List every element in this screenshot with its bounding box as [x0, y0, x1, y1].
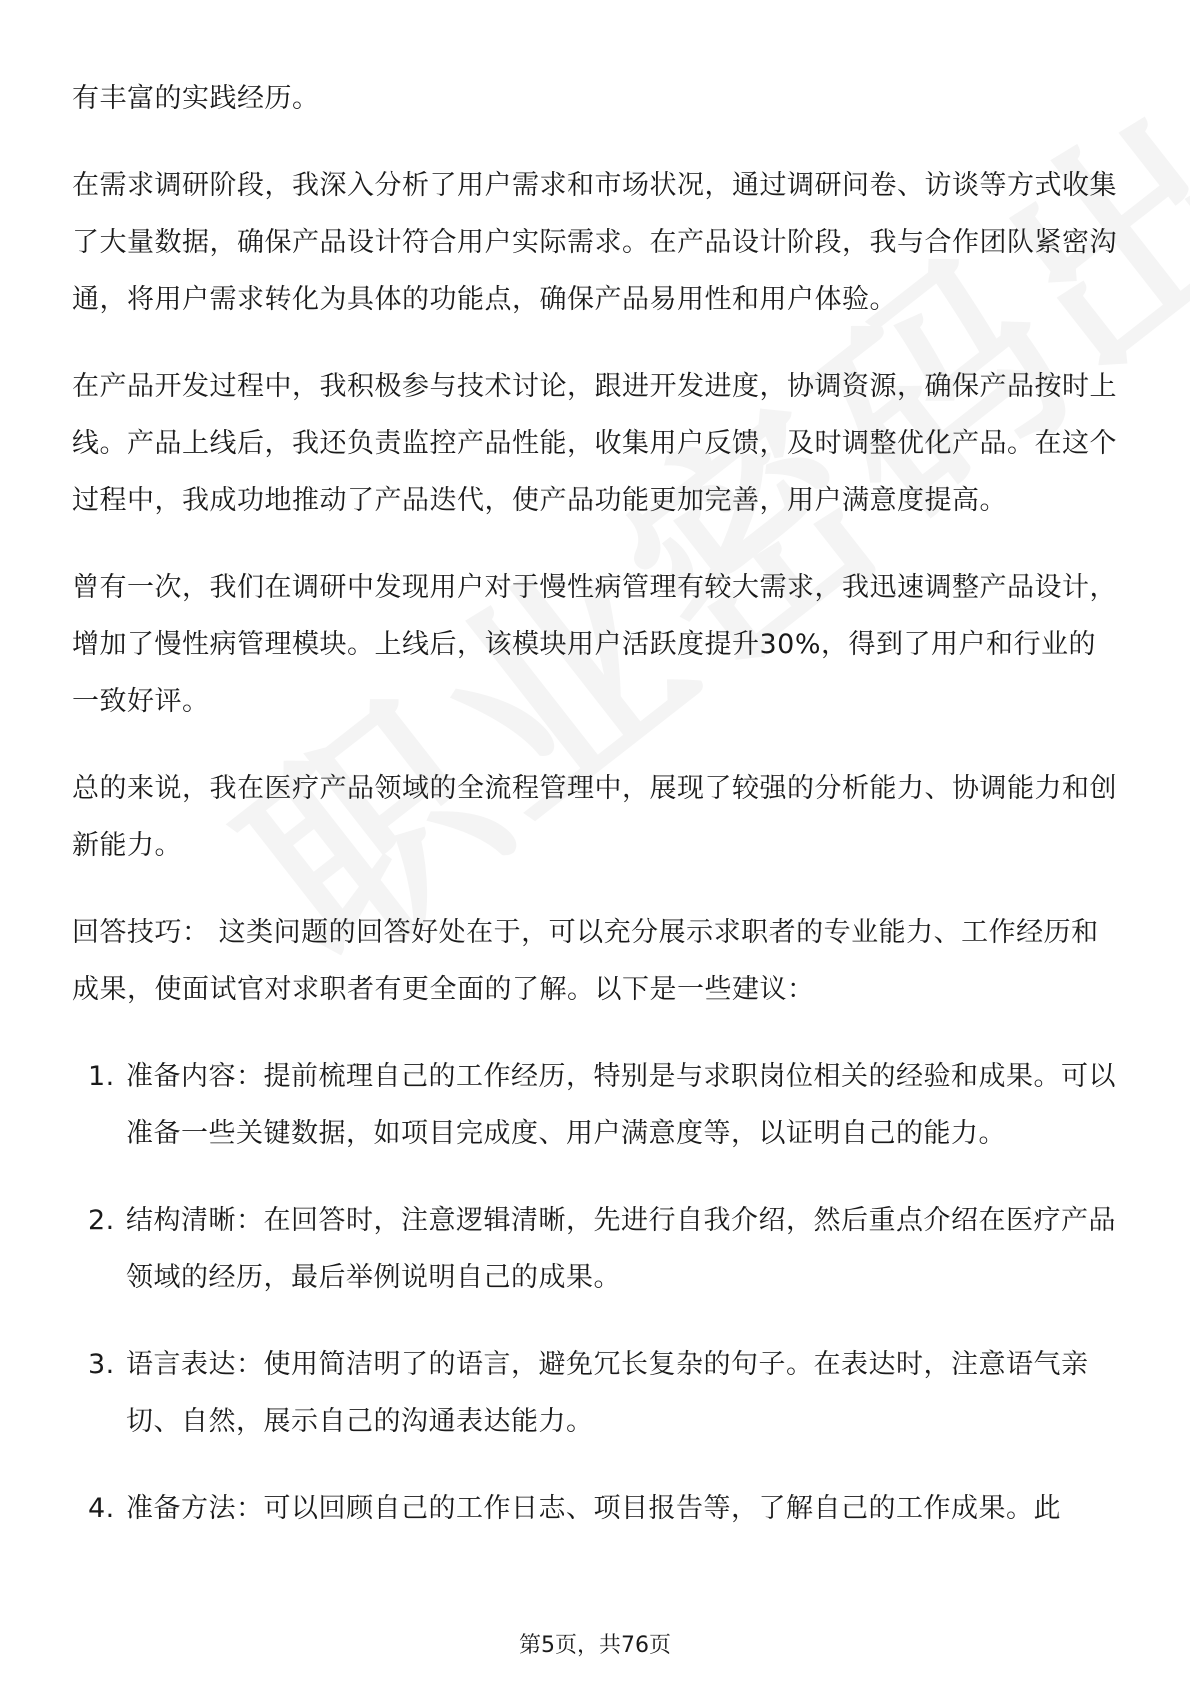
- paragraph-2: 在需求调研阶段，我深入分析了用户需求和市场状况，通过调研问卷、访谈等方式收集了大量数据，确保产品设计符合用户实际需求。在产品设计阶段，我与合作团队紧密沟通，将用户需求转化为具体的功能点，确保产品易用性和用户体验。: [72, 170, 1117, 315]
- list-item: [72, 1192, 1122, 1306]
- list-item-text: 准备方法：可以回顾自己的工作日志、项目报告等，了解自己的工作成果。此: [126, 1493, 1061, 1524]
- paragraph-6: 回答技巧： 这类问题的回答好处在于，可以充分展示求职者的专业能力、工作经历和成果，使面试官对求职者有更全面的了解。以下是一些建议：: [72, 917, 1099, 1005]
- page-footer: 第5页，共76页: [519, 1633, 671, 1658]
- list-item-text: 准备内容：提前梳理自己的工作经历，特别是与求职岗位相关的经验和成果。可以准备一些关键数据，如项目完成度、用户满意度等，以证明自己的能力。: [126, 1061, 1116, 1149]
- paragraph-3: 在产品开发过程中，我积极参与技术讨论，跟进开发进度，协调资源，确保产品按时上线。产品上线后，我还负责监控产品性能，收集用户反馈，及时调整优化产品。在这个过程中，我成功地推动了产品迭代，使产品功能更加完善，用户满意度提高。: [72, 371, 1117, 516]
- tips-list: [72, 1048, 1122, 1537]
- list-item-text: 结构清晰：在回答时，注意逻辑清晰，先进行自我介绍，然后重点介绍在医疗产品领域的经历，最后举例说明自己的成果。: [126, 1205, 1116, 1293]
- paragraph-5: 总的来说，我在医疗产品领域的全流程管理中，展现了较强的分析能力、协调能力和创新能力。: [72, 773, 1117, 861]
- list-item: [72, 1480, 1122, 1537]
- list-item-number: 3.: [88, 1349, 115, 1380]
- list-item-text: 语言表达：使用简洁明了的语言，避免冗长复杂的句子。在表达时，注意语气亲切、自然，展示自己的沟通表达能力。: [126, 1349, 1089, 1437]
- list-item-number: 4.: [88, 1493, 115, 1524]
- paragraph-4: 曾有一次，我们在调研中发现用户对于慢性病管理有较大需求，我迅速调整产品设计，增加了慢性病管理模块。上线后，该模块用户活跃度提升30%，得到了用户和行业的一致好评。: [72, 572, 1117, 717]
- list-item: [72, 1048, 1122, 1162]
- document-body: [72, 70, 1122, 1567]
- paragraph-1: 有丰富的实践经历。: [72, 83, 320, 114]
- list-item-number: 2.: [88, 1205, 115, 1236]
- list-item: [72, 1336, 1122, 1450]
- list-item-number: 1.: [88, 1061, 115, 1092]
